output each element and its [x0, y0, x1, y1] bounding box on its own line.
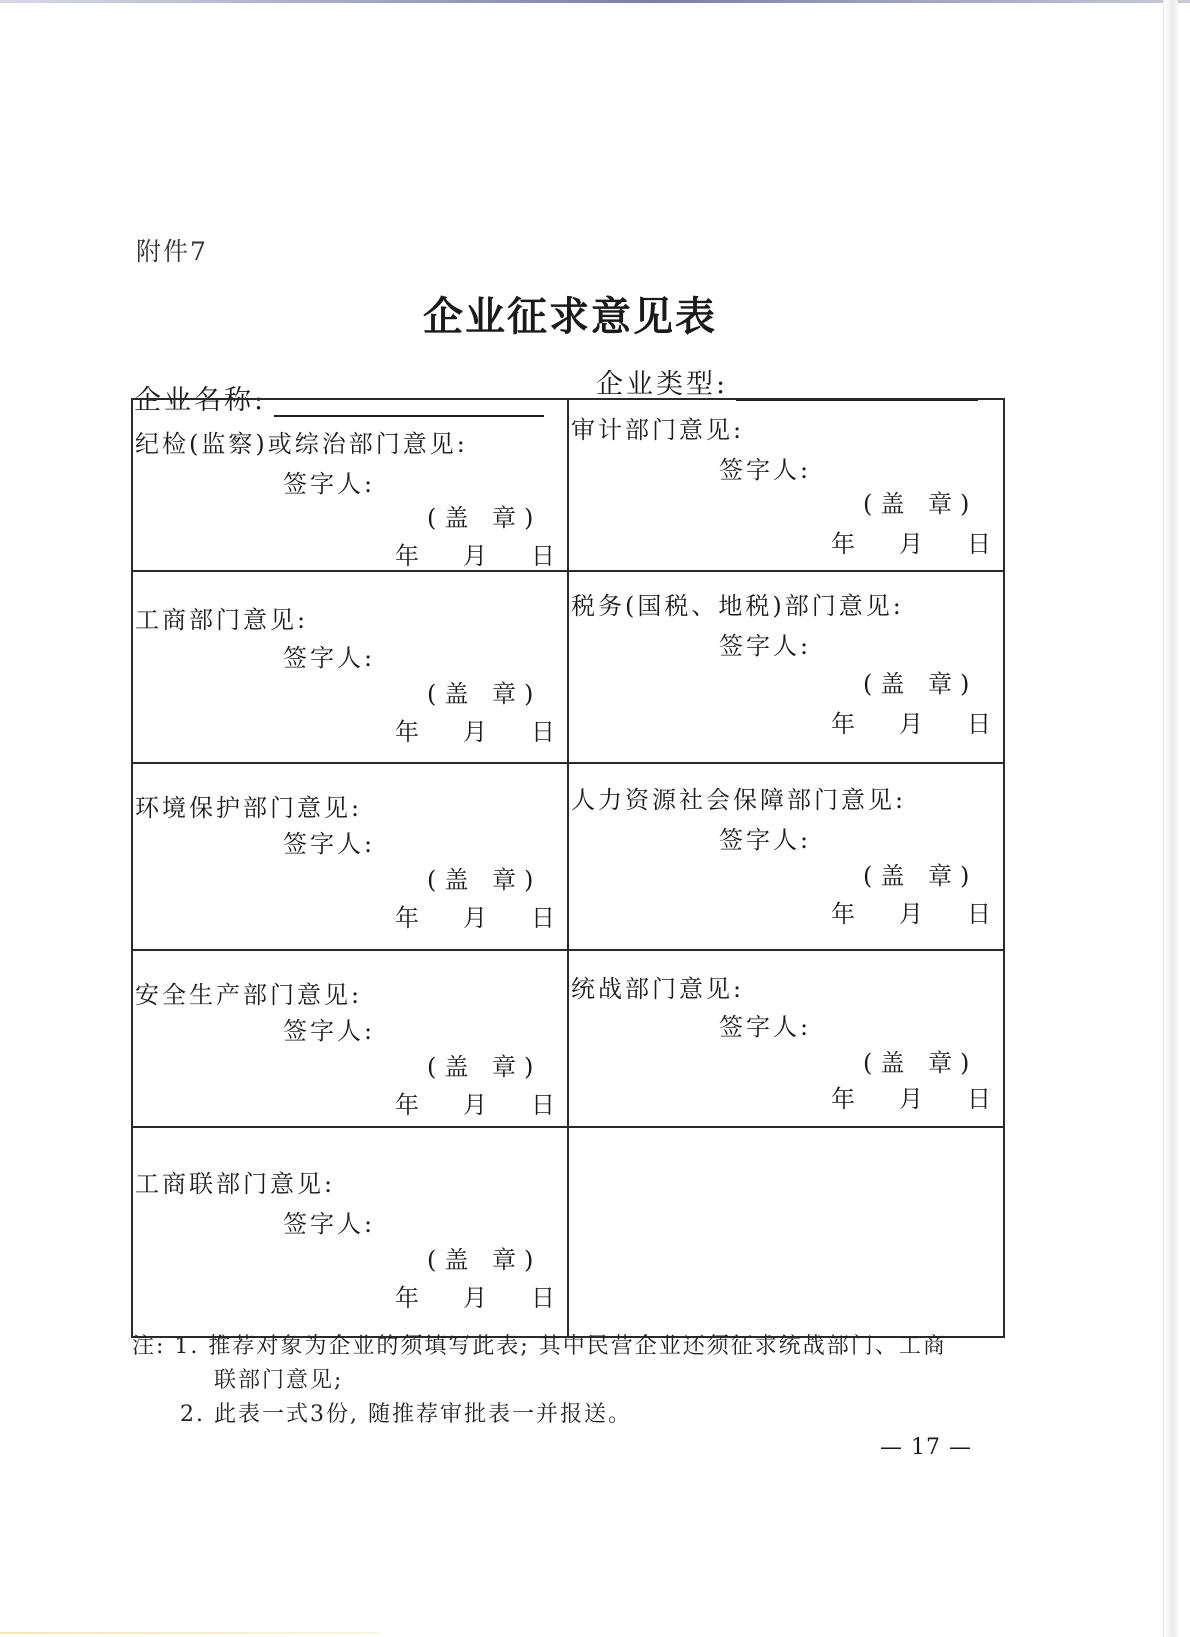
opinion-cell-taxation[interactable]	[568, 571, 1004, 763]
day-label: 日	[531, 904, 555, 932]
year-label: 年	[395, 718, 419, 746]
table-row	[132, 571, 1004, 763]
month-label: 月	[899, 900, 923, 928]
department-label: 安全生产部门意见:	[135, 981, 363, 1009]
bottom-edge-mark	[0, 1632, 380, 1634]
seal-label: (盖 章)	[427, 1053, 542, 1081]
department-label: 统战部门意见:	[571, 975, 745, 1003]
seal-label: (盖 章)	[863, 490, 978, 518]
opinion-cell-federation-commerce[interactable]	[132, 1127, 568, 1337]
seal-label: (盖 章)	[863, 1049, 978, 1077]
seal-label: (盖 章)	[427, 680, 542, 708]
opinion-cell-empty	[568, 1127, 1004, 1337]
department-label: 人力资源社会保障部门意见:	[571, 786, 907, 814]
day-label: 日	[967, 900, 991, 928]
year-label: 年	[395, 904, 419, 932]
date-line	[395, 1278, 555, 1313]
opinion-cell-environment[interactable]	[132, 763, 568, 950]
day-label: 日	[531, 1091, 555, 1119]
signer-label: 签字人:	[283, 1017, 376, 1045]
opinion-cell-human-resources[interactable]	[568, 763, 1004, 950]
seal-label: (盖 章)	[863, 862, 978, 890]
company-type-field[interactable]	[596, 362, 978, 401]
date-line	[395, 712, 555, 747]
seal-label: (盖 章)	[427, 504, 542, 532]
date-line	[395, 898, 555, 933]
department-label: 工商联部门意见:	[135, 1170, 336, 1198]
seal-label: (盖 章)	[863, 670, 978, 698]
department-label: 税务(国税、地税)部门意见:	[571, 592, 904, 620]
month-label: 月	[899, 1085, 923, 1113]
year-label: 年	[831, 530, 855, 558]
notes-label: 注:	[132, 1334, 166, 1359]
date-line	[395, 1085, 555, 1120]
signer-label: 签字人:	[283, 830, 376, 858]
opinion-cell-united-front[interactable]	[568, 950, 1004, 1127]
signer-label: 签字人:	[283, 1210, 376, 1238]
signer-label: 签字人:	[719, 456, 812, 484]
page-edge-right	[1163, 0, 1178, 1637]
day-label: 日	[967, 530, 991, 558]
date-line	[831, 704, 991, 739]
seal-label: (盖 章)	[427, 866, 542, 894]
table-row	[132, 1127, 1004, 1337]
note-2: 2. 此表一式3份, 随推荐审批表一并报送。	[180, 1402, 632, 1427]
opinion-cell-discipline[interactable]	[132, 399, 568, 571]
department-label: 环境保护部门意见:	[135, 794, 363, 822]
opinion-cell-work-safety[interactable]	[132, 950, 568, 1127]
signer-label: 签字人:	[283, 470, 376, 498]
month-label: 月	[463, 718, 487, 746]
seal-label: (盖 章)	[427, 1246, 542, 1274]
table-row	[132, 399, 1004, 571]
signer-label: 签字人:	[283, 644, 376, 672]
company-name-label: 企业名称:	[134, 385, 267, 416]
year-label: 年	[395, 542, 419, 570]
opinion-cell-industry-commerce[interactable]	[132, 571, 568, 763]
page-title: 企业征求意见表	[423, 293, 717, 340]
table-row	[132, 763, 1004, 950]
month-label: 月	[463, 542, 487, 570]
department-label: 纪检(监察)或综治部门意见:	[135, 430, 468, 458]
year-label: 年	[831, 710, 855, 738]
note-1-continued: 联部门意见;	[214, 1368, 344, 1393]
date-line	[831, 894, 991, 929]
department-label: 工商部门意见:	[135, 606, 309, 634]
page-number: — 17 —	[880, 1435, 972, 1460]
note-1: 1. 推荐对象为企业的须填写此表; 其中民营企业还须征求统战部门、工商	[174, 1334, 947, 1359]
year-label: 年	[395, 1091, 419, 1119]
day-label: 日	[531, 542, 555, 570]
day-label: 日	[531, 1284, 555, 1312]
day-label: 日	[531, 718, 555, 746]
date-line	[395, 536, 555, 571]
attachment-label: 附件7	[136, 237, 208, 266]
year-label: 年	[831, 1085, 855, 1113]
signer-label: 签字人:	[719, 826, 812, 854]
opinion-cell-audit[interactable]	[568, 399, 1004, 571]
year-label: 年	[395, 1284, 419, 1312]
date-line	[831, 524, 991, 559]
page-edge-top	[0, 0, 1190, 3]
month-label: 月	[899, 530, 923, 558]
month-label: 月	[899, 710, 923, 738]
day-label: 日	[967, 1085, 991, 1113]
notes	[132, 1330, 947, 1432]
company-type-label: 企业类型:	[596, 369, 729, 400]
signer-label: 签字人:	[719, 632, 812, 660]
month-label: 月	[463, 1091, 487, 1119]
date-line	[831, 1079, 991, 1114]
opinion-table	[131, 398, 1005, 1338]
day-label: 日	[967, 710, 991, 738]
table-row	[132, 950, 1004, 1127]
department-label: 审计部门意见:	[571, 416, 745, 444]
month-label: 月	[463, 1284, 487, 1312]
year-label: 年	[831, 900, 855, 928]
signer-label: 签字人:	[719, 1013, 812, 1041]
month-label: 月	[463, 904, 487, 932]
